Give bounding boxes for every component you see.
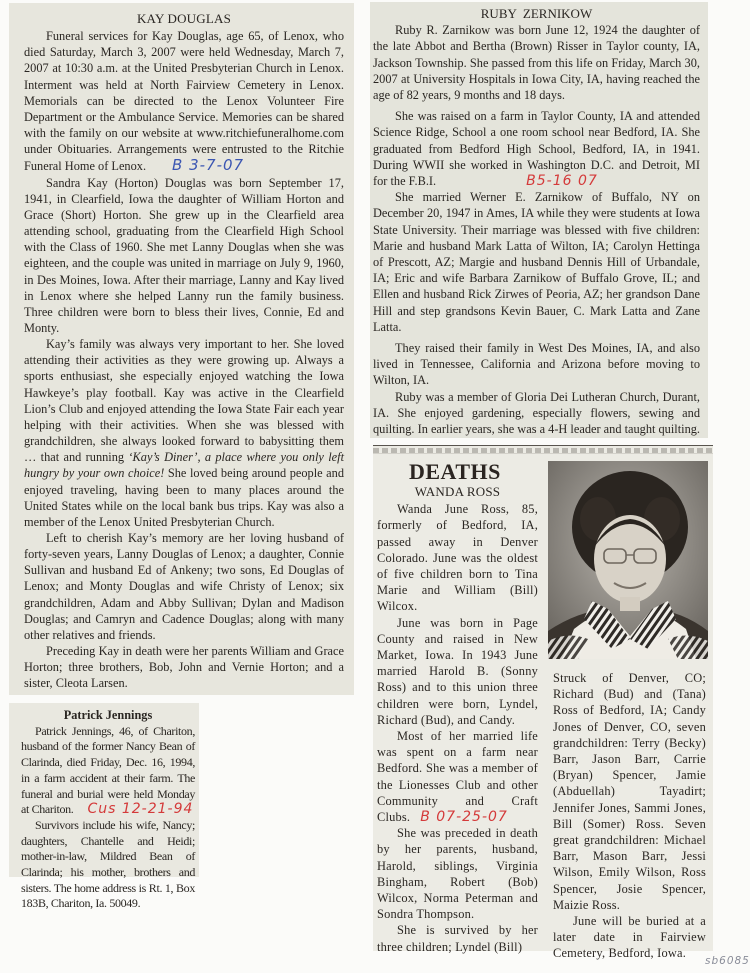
obituary-paragraph: Survivors include his wife, Nancy; daughters, Chantelle and Heidi; mother-in-law, Mildred Bean of Clarinda; his mother, brothers and sisters. The home address is Rt. 1, Box 183B, Chariton, Ia. 50049. xyxy=(21,817,195,911)
italic-quote: ‘Kay’s Diner’, a place where you only left hungry by your own choice! xyxy=(24,450,344,481)
obituary-title: KAY DOUGLAS xyxy=(136,11,232,26)
section-heading: DEATHS xyxy=(409,459,501,484)
obituary-paragraph: Preceding Kay in death were her parents William and Grace Horton; three brothers, Bob, John and Vernie Horton; and a sister, Cleota Larsen. xyxy=(24,644,344,691)
obituary-title: Patrick Jennings xyxy=(63,708,153,722)
left-column xyxy=(377,460,538,955)
obituary-paragraph: June was born in Page County and raised in New Market, Iowa. In 1943 June married Harold B. (Sonny Ross) and to this union three children were born, Lyndel, Richard (Bud), and Candy. xyxy=(377,615,538,727)
handwritten-date-annotation: B 3-7-07 xyxy=(172,156,245,175)
paragraph-text: Funeral services for Kay Douglas, age 65, of Lenox, who died Saturday, March 3, 2007 were held Wednesday, March 7, 2007 at 10:30 a.m. at the United Presbyterian Church in Lenox. Interment was held at North Fairview Cemetery in Lenox. Memorials can be directed to the Lenox Volunteer Fire Department or the Ambulance Service. Memories can be shared with the family on our website at www.ritchiefuneralhome.com under Obituaries. Arrangements were entrusted to the Ritchie Funeral Home of Lenox. xyxy=(24,29,344,174)
obituary-title: RUBY ZERNIKOW xyxy=(480,6,593,21)
portrait-photo-image xyxy=(548,461,708,659)
handwritten-date-annotation: B5-16 07 xyxy=(526,173,598,190)
obituary-paragraph: Sandra Kay (Horton) Douglas was born September 17, 1941, in Clearfield, Iowa the daughter of William Horton and Grace (Short) Horton. She grew up in the Clearfield area attending school, graduating from the Clearfield High School with the Class of 1960. She met Lanny Douglas when she was eighteen, and the couple was united in marriage on July 9, 1960, in Des Moines, Iowa. After their marriage, Lanny and Kay lived in Lenox where she helped Lanny run the family business. Three children were born to bless their lives, Connie, Ed and Monty. xyxy=(24,175,344,335)
obituary-paragraph xyxy=(24,28,344,174)
obituary-paragraph: She was preceded in death by her parents, husband, Harold, siblings, Virginia Bingham, Robert (Bob) Wilcox, Norma Peterman and Sondra Thompson. xyxy=(377,826,538,922)
obituary-paragraph: They raised their family in West Des Moines, IA, and also lived in Tennessee, California and Arizona before moving to Wilton, IA. xyxy=(373,341,700,388)
obituary-paragraph: Ruby was a member of Gloria Dei Lutheran Church, Durant, IA. She enjoyed gardening, especially flowers, sewing and quilting. In earlier years, she was a 4-H leader and taught quilting. xyxy=(373,389,701,437)
obituary-paragraph: Wanda June Ross, 85, formerly of Bedford, IA, passed away in Denver Colorado. June was the oldest of five children born to Tina Marie and William (Bill) Wilcox. xyxy=(377,502,538,614)
cut-off-header-strip xyxy=(373,448,713,454)
paragraph-text: She loved being around people and enjoyed traveling, having been to many places around the United States while on the local bank bus trips. Kay was also a member of the Lenox United Presbyterian Church. xyxy=(24,466,344,529)
obituary-paragraph xyxy=(373,108,700,189)
archive-stamp: sb6085 xyxy=(705,955,750,967)
portrait-photo xyxy=(548,461,708,659)
obituary-paragraph: June will be buried at a later date in Fairview Cemetery, Bedford, Iowa. xyxy=(553,914,706,961)
obituary-ruby-zernikow xyxy=(370,2,708,438)
obituary-kay-douglas xyxy=(9,3,354,695)
handwritten-date-annotation: B 07-25-07 xyxy=(420,809,508,826)
obituary-paragraph: Left to cherish Kay’s memory are her loving husband of forty-seven years, Lanny Douglas of Lenox; a daughter, Connie Sullivan and husband Ed of Ankeny; two sons, Ed Douglas of Lenox; and Monty Douglas and wife Christy of Lenox; six grandchildren, Adam and Abby Sullivan; Dylan and Madison Douglas; and Camryn and Cadence Douglas; along with many other relatives and friends. xyxy=(24,531,344,642)
paragraph-text: Kay’s family was always very important to her. She loved attending their activities as they were growing up. Always a sports enthusiast, she especially enjoyed watching the Iowa Hawkeye’s play football. Kay was active in the Clearfield Lion’s Club and enjoyed attending the Iowa State Fair each year helping with their activities. When she was blessed with grandchildren, she always looked forward to babysitting them … that and running xyxy=(24,337,344,465)
paragraph-text: Most of her married life was spent on a farm near Bedford. She was a member of the Lionesses Club and other Community and Craft Clubs. xyxy=(377,729,538,825)
obituary-paragraph: She is survived by her three children; Lyndel (Bill) xyxy=(377,923,538,954)
paragraph-text: She was raised on a farm in Taylor County, IA and attended Science Ridge, School a one room school near Bedford, IA. She graduated from Bedford High School, Bedford, IA, in 1941. During WWII she worked in Washington D.C. and Detroit, MI for the F.B.I. xyxy=(373,109,700,189)
obituary-paragraph: She married Werner E. Zarnikow of Buffalo, NY on December 20, 1947 in Ames, IA while they were students at Iowa State University. Their marriage was blessed with five children: Marie and husband Mark Latta of Wilton, IA; Carolyn Hettinga of Prescott, AZ; Margie and husband Dennis Hill of Urbandale, IA; Eric and wife Barbara Zarnikow of Buffalo Grove, IL; and Ellen and husband Rick Zirwes of Peoria, AZ; her grandson Dane Hill and step grandsons Kevin Bauer, C. Mark Latta and Zane Latta. xyxy=(373,190,700,334)
right-column xyxy=(553,670,706,962)
obituary-patrick-jennings xyxy=(9,703,199,911)
obituary-paragraph: Struck of Denver, CO; Richard (Bud) and (Tana) Ross of Bedford, IA; Candy Jones of Denver, CO, seven grandchildren: Terry (Becky) Barr, Jason Barr, Carrie (Bryan) Spencer, Jamie (Abduellah) Tayadirt; Jennifer Jones, Sammi Jones, Bill (Somer) Ross. Seven great grandchildren: Michael Barr, Mason Barr, Jessi Wilson, Emily Wilson, Ross Spencer, Josie Spencer, Maizie Ross. xyxy=(553,671,706,912)
obituary-paragraph xyxy=(21,724,195,818)
obituary-title: WANDA ROSS xyxy=(414,484,501,499)
obituary-paragraph xyxy=(24,336,344,530)
obituary-paragraph xyxy=(377,728,538,825)
paragraph-text: Patrick Jennings, 46, of Chariton, husband of the former Nancy Bean of Clarinda, died Friday, Dec. 16, 1994, in a farm accident at their farm. The funeral and burial were held Monday at Chariton. xyxy=(21,723,195,817)
obituary-paragraph: Ruby R. Zarnikow was born June 12, 1924 the daughter of the late Abbot and Bertha (Brown) Risser in Taylor county, IA, Jackson Township. She passed from this life on Friday, March 30, 2007 at University Hospitals in Iowa City, IA, having reached the age of 82 years, 9 months and 18 days. xyxy=(373,23,700,103)
handwritten-date-annotation: Cus 12-21-94 xyxy=(87,801,194,818)
obituary-wanda-ross xyxy=(373,445,713,961)
